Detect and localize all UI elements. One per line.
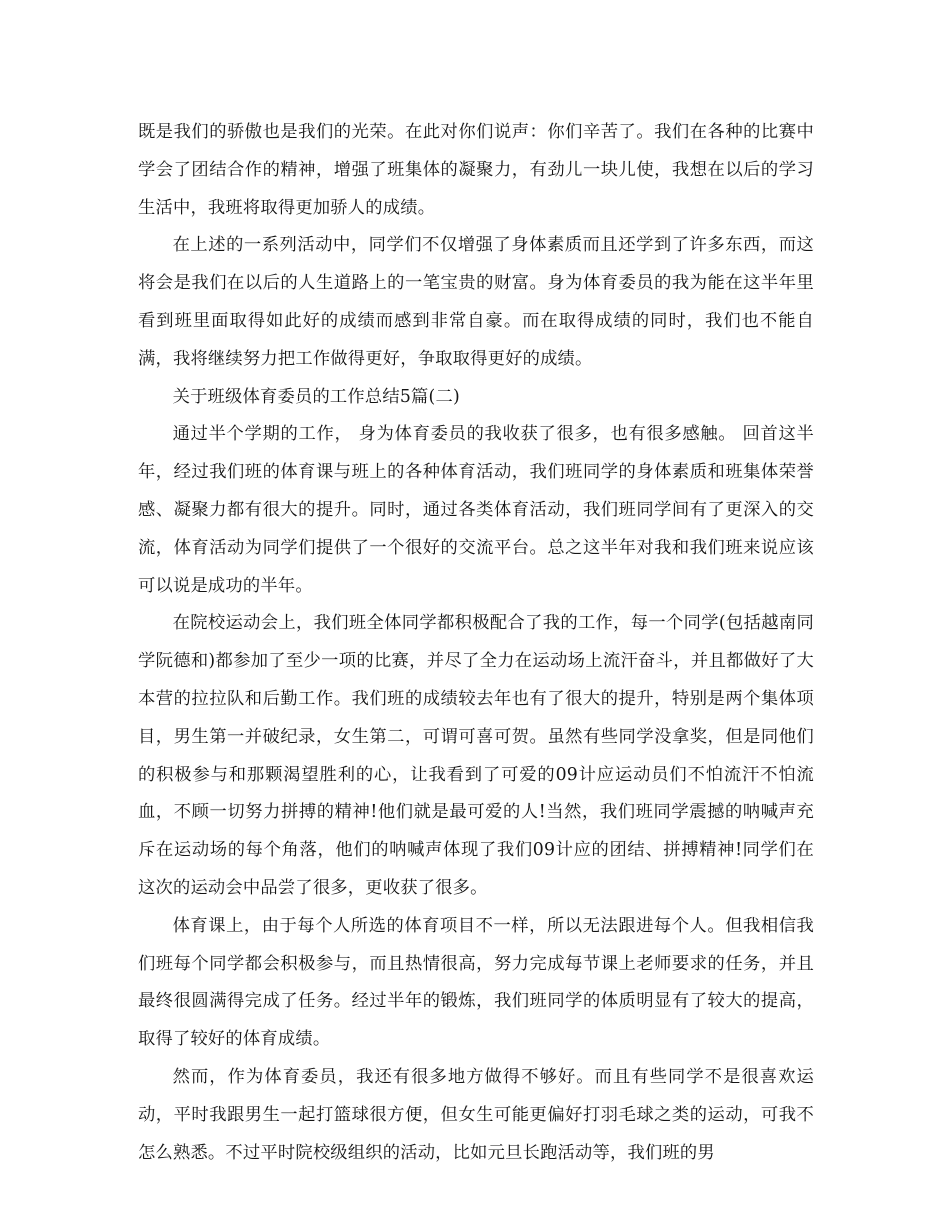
paragraph-pe-class: 体育课上，由于每个人所选的体育项目不一样，所以无法跟进每个人。但我相信我们班每个同学都会积极参与，而且热情很高，努力完成每节课上老师要求的任务，并且最终很圆满得完成了任务。经过半年的锻炼，我们班同学的体质明显有了较大的提高，取得了较好的体育成绩。 xyxy=(138,915,814,1050)
paragraph-shortcomings: 然而，作为体育委员，我还有很多地方做得不够好。而且有些同学不是很喜欢运动，平时我跟男生一起打篮球很方便，但女生可能更偏好打羽毛球之类的运动，可我不怎么熟悉。不过平时院校级组织的活动，比如元旦长跑活动等，我们班的男 xyxy=(138,1066,814,1163)
paragraph-semester-reflection: 通过半个学期的工作， 身为体育委员的我收获了很多，也有很多感触。 回首这半年，经过我们班的体育课与班上的各种体育活动，我们班同学的身体素质和班集体荣誉感、凝聚力都有很大的提升。同时，通过各类体育活动，我们班同学间有了更深入的交流，体育活动为同学们提供了一个很好的交流平台。总之这半年对我和我们班来说应该可以说是成功的半年。 xyxy=(138,424,814,596)
paragraph-sports-meet: 在院校运动会上，我们班全体同学都积极配合了我的工作，每一个同学(包括越南同学阮德和)都参加了至少一项的比赛，并尽了全力在运动场上流汗奋斗，并且都做好了大本营的拉拉队和后勤工作。我们班的成绩较去年也有了很大的提升，特别是两个集体项目，男生第一并破纪录，女生第二，可谓可喜可贺。虽然有些同学没拿奖，但是同他们的积极参与和那颗渴望胜利的心，让我看到了可爱的09计应运动员们不怕流汗不怕流血，不顾一切努力拼搏的精神!他们就是最可爱的人!当然，我们班同学震撼的呐喊声充斥在运动场的每个角落，他们的呐喊声体现了我们09计应的团结、拼搏精神!同学们在这次的运动会中品尝了很多，更收获了很多。 xyxy=(138,613,814,898)
section-heading: 关于班级体育委员的工作总结5篇(二) xyxy=(172,386,460,407)
paragraph-continuation: 既是我们的骄傲也是我们的光荣。在此对你们说声：你们辛苦了。我们在各种的比赛中学会了团结合作的精神，增强了班集体的凝聚力，有劲儿一块儿使，我想在以后的学习生活中，我班将取得更加骄人的成绩。 xyxy=(138,122,814,218)
paragraph-activities-summary: 在上述的一系列活动中，同学们不仅增强了身体素质而且还学到了许多东西，而这将会是我们在以后的人生道路上的一笔宝贵的财富。身为体育委员的我为能在这半年里看到班里面取得如此好的成绩而感到非常自豪。而在取得成绩的同时，我们也不能自满，我将继续努力把工作做得更好，争取取得更好的成绩。 xyxy=(138,235,814,369)
document-page xyxy=(138,114,814,1172)
